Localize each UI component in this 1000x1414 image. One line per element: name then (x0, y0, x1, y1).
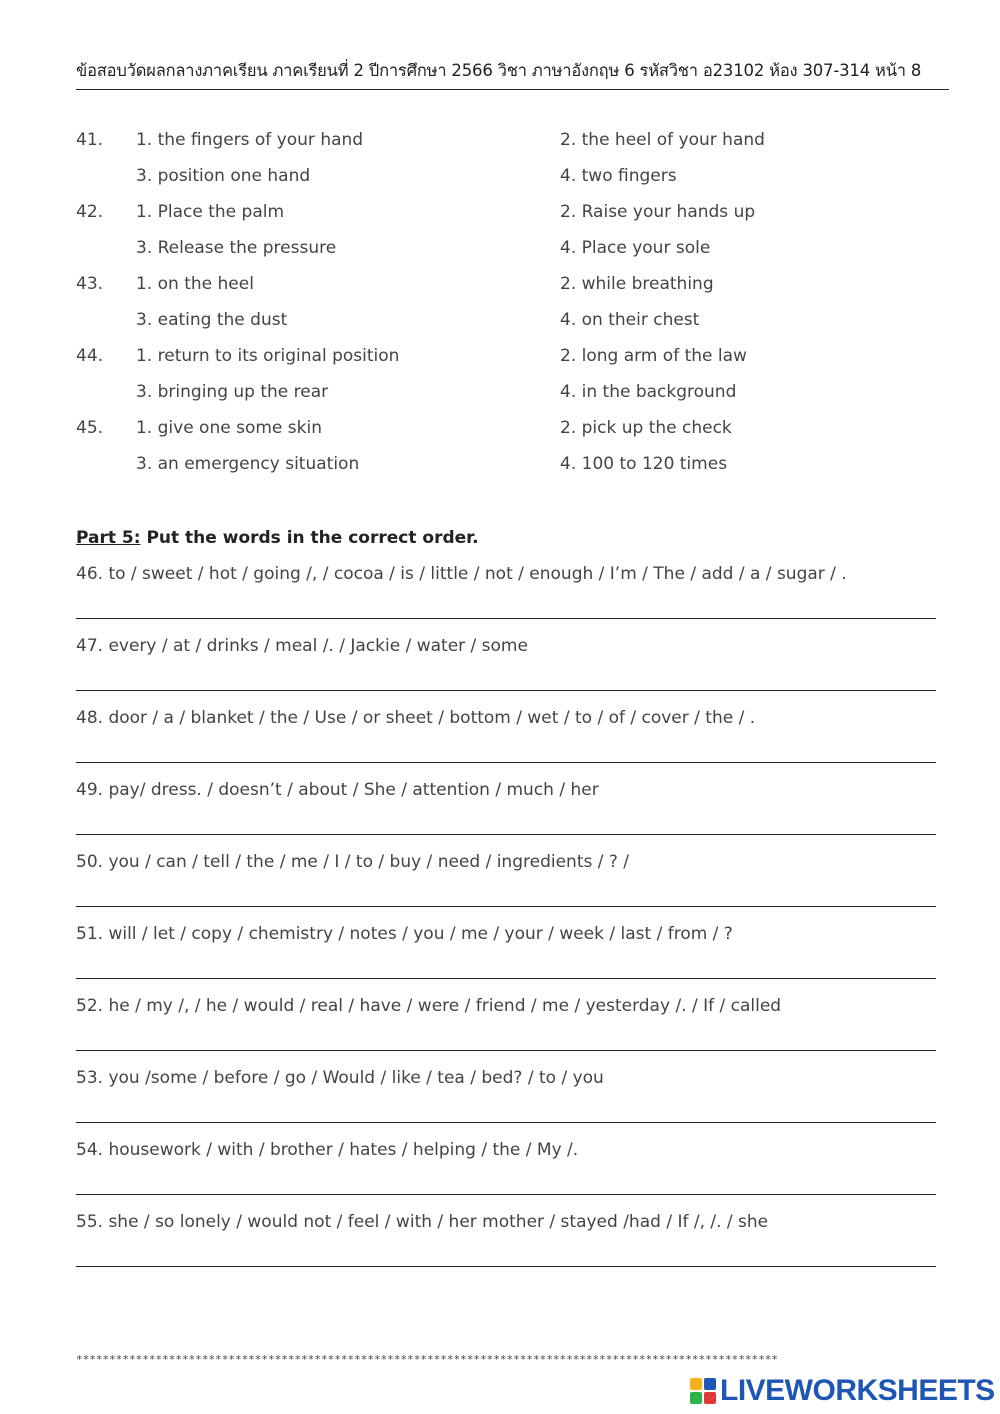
answer-line[interactable] (76, 978, 936, 979)
word-order-question: 53. you /some / before / go / Would / like / tea / bed? / to / you (76, 1068, 604, 1088)
logo-square (690, 1378, 702, 1390)
answer-line[interactable] (76, 1266, 936, 1267)
word-order-question: 55. she / so lonely / would not / feel / with / her mother / stayed /had / If /, /. / she (76, 1212, 769, 1232)
header-divider (76, 89, 949, 90)
question-number: 45. (76, 418, 104, 438)
answer-line[interactable] (76, 834, 936, 835)
logo-square (704, 1378, 716, 1390)
answer-line[interactable] (76, 906, 936, 907)
part5-heading (76, 528, 479, 548)
answer-option: 1. return to its original position (136, 346, 400, 366)
word-order-question: 48. door / a / blanket / the / Use / or sheet / bottom / wet / to / of / cover / the / . (76, 708, 756, 728)
answer-option: 1. the fingers of your hand (136, 130, 364, 150)
answer-option: 4. 100 to 120 times (560, 454, 728, 474)
part5-instruction: Put the words in the correct order. (140, 528, 479, 548)
logo-square (690, 1392, 702, 1404)
answer-line[interactable] (76, 1194, 936, 1195)
page-header: ข้อสอบวัดผลกลางภาคเรียน ภาคเรียนที่ 2 ปีการศึกษา 2566 วิชา ภาษาอังกฤษ 6 รหัสวิชา อ23102 ห้อง 307-314 หน้า 8 (76, 61, 922, 80)
answer-option: 3. eating the dust (136, 310, 288, 330)
logo-square (704, 1392, 716, 1404)
answer-option: 4. on their chest (560, 310, 700, 330)
answer-option: 4. in the background (560, 382, 737, 402)
answer-line[interactable] (76, 1050, 936, 1051)
question-row (0, 454, 1000, 490)
question-row (0, 310, 1000, 346)
question-row (0, 382, 1000, 418)
answer-line[interactable] (76, 1122, 936, 1123)
question-row (0, 130, 1000, 166)
answer-option: 1. Place the palm (136, 202, 285, 222)
answer-option: 2. long arm of the law (560, 346, 747, 366)
answer-option: 4. Place your sole (560, 238, 711, 258)
question-number: 41. (76, 130, 104, 150)
question-row (0, 418, 1000, 454)
part5-label: Part 5: (76, 528, 141, 548)
answer-option: 3. Release the pressure (136, 238, 337, 258)
word-order-question: 51. will / let / copy / chemistry / notes / you / me / your / week / last / from / ? (76, 924, 733, 944)
footer-stars-divider: ********************************************************************************************************** (76, 1353, 778, 1366)
question-number: 43. (76, 274, 104, 294)
question-row (0, 274, 1000, 310)
answer-option: 2. while breathing (560, 274, 714, 294)
word-order-question: 52. he / my /, / he / would / real / have / were / friend / me / yesterday /. / If / called (76, 996, 782, 1016)
question-row (0, 166, 1000, 202)
brand-name: LIVEWORKSHEETS (720, 1374, 995, 1407)
answer-line[interactable] (76, 762, 936, 763)
answer-option: 1. give one some skin (136, 418, 322, 438)
answer-line[interactable] (76, 618, 936, 619)
answer-option: 3. bringing up the rear (136, 382, 329, 402)
answer-option: 2. the heel of your hand (560, 130, 765, 150)
question-number: 44. (76, 346, 104, 366)
word-order-question: 50. you / can / tell / the / me / I / to / buy / need / ingredients / ? / (76, 852, 630, 872)
liveworksheets-logo (690, 1374, 995, 1408)
answer-option: 3. position one hand (136, 166, 311, 186)
answer-option: 2. pick up the check (560, 418, 732, 438)
question-row (0, 238, 1000, 274)
word-order-question: 49. pay/ dress. / doesn’t / about / She / attention / much / her (76, 780, 599, 800)
answer-option: 1. on the heel (136, 274, 254, 294)
answer-line[interactable] (76, 690, 936, 691)
word-order-question: 47. every / at / drinks / meal /. / Jackie / water / some (76, 636, 528, 656)
question-row (0, 346, 1000, 382)
logo-grid-icon (690, 1378, 716, 1404)
answer-option: 3. an emergency situation (136, 454, 360, 474)
answer-option: 4. two fingers (560, 166, 677, 186)
question-number: 42. (76, 202, 104, 222)
word-order-question: 54. housework / with / brother / hates / helping / the / My /. (76, 1140, 579, 1160)
question-row (0, 202, 1000, 238)
answer-option: 2. Raise your hands up (560, 202, 756, 222)
word-order-question: 46. to / sweet / hot / going /, / cocoa / is / little / not / enough / I’m / The / add / a / sugar / . (76, 564, 847, 584)
